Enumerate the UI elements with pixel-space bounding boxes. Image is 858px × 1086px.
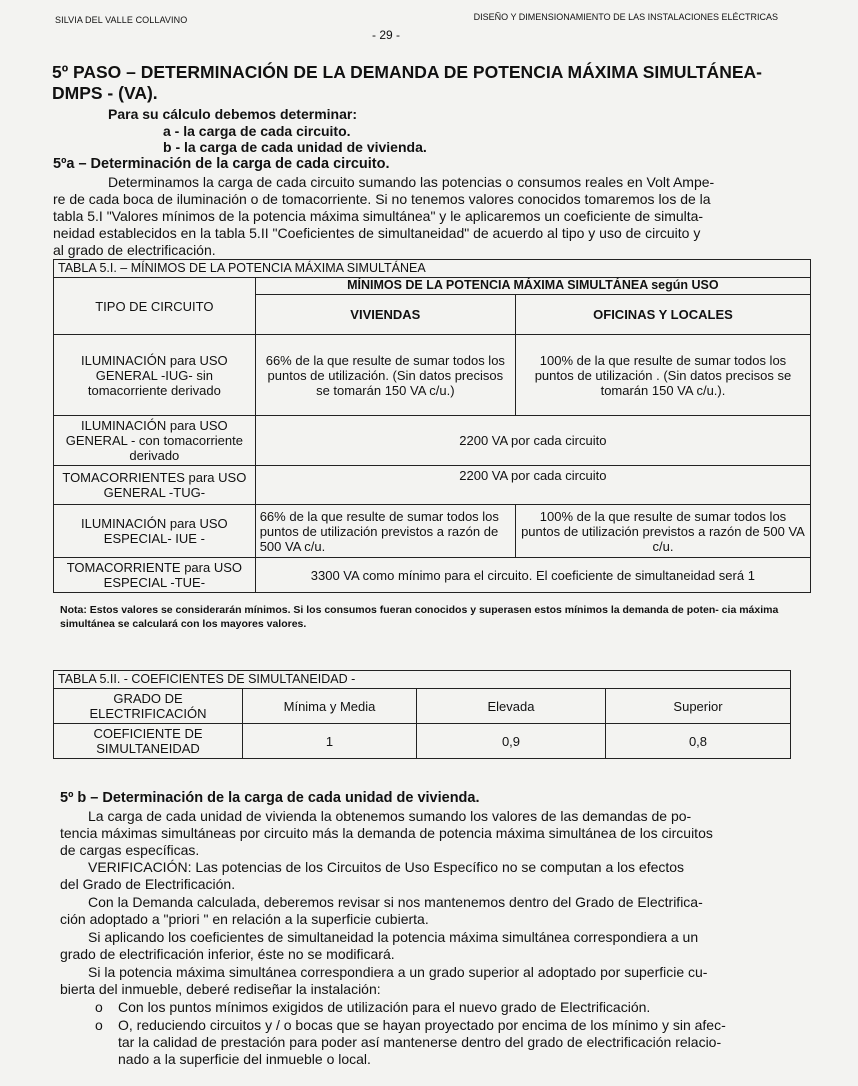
section-5-item-a: a - la carga de cada circuito.	[163, 123, 351, 139]
table-5-2-v-superior: 0,8	[606, 724, 791, 759]
section-5b-bullet1: Con los puntos mínimos exigidos de utilización para el nuevo grado de Electrificación.	[118, 999, 651, 1015]
section-5b-p2-line2: del Grado de Electrificación.	[60, 876, 236, 892]
header-title: DISEÑO Y DIMENSIONAMIENTO DE LAS INSTALACIONES ELÉCTRICAS	[473, 12, 778, 22]
table-5-1-r4-viviendas: 66% de la que resulte de sumar todos los puntos de utilización previstos a razón de 500 VA c/u.	[255, 505, 515, 558]
table-5-2-v-elevada: 0,9	[417, 724, 606, 759]
section-5-item-b: b - la carga de cada unidad de vivienda.	[163, 139, 427, 155]
section-5b-bullet2-line2: tar la calidad de prestación para poder así mantenerse dentro del grado de electrificación relacio-	[118, 1034, 722, 1050]
section-5b-p5-line1: Si la potencia máxima simultánea correspondiera a un grado superior al adoptado por superficie cu-	[88, 964, 708, 980]
section-5b-p3-line2: ción adoptado a "priori " en relación a la superficie cubierta.	[60, 911, 429, 927]
table-5-1-col-oficinas: OFICINAS Y LOCALES	[515, 294, 810, 334]
section-5b-bullet2-line1: O, reduciendo circuitos y / o bocas que se hayan proyectado por encima de los mínimo y sin afec-	[118, 1017, 726, 1033]
section-5a-line4: neidad establecidos en la tabla 5.II "Coeficientes de simultaneidad" de acuerdo al tipo y uso de circuito y	[53, 225, 701, 241]
table-5-1-r4-type: ILUMINACIÓN para USO ESPECIAL- IUE -	[54, 505, 256, 558]
section-5b-p1-line3: de cargas específicas.	[60, 842, 200, 858]
bullet-marker: o	[95, 999, 103, 1015]
table-5-2-row-label: COEFICIENTE DE SIMULTANEIDAD	[54, 724, 243, 759]
bullet-marker: o	[95, 1017, 103, 1033]
table-5-2-h-elevada: Elevada	[417, 689, 606, 724]
section-5-title-line2: DMPS - (VA).	[52, 83, 158, 103]
table-5-1-r5-value: 3300 VA como mínimo para el circuito. El coeficiente de simultaneidad será 1	[255, 558, 810, 593]
section-5b-p5-line2: bierta del inmueble, deberé rediseñar la instalación:	[60, 981, 381, 997]
section-5a-line1: Determinamos la carga de cada circuito sumando las potencias o consumos reales en Volt Ampe-	[108, 174, 715, 190]
table-5-1-group-header: MÍNIMOS DE LA POTENCIA MÁXIMA SIMULTÁNEA según USO	[255, 278, 810, 295]
table-5-1-r2-type: ILUMINACIÓN para USO GENERAL - con tomacorriente derivado	[54, 416, 256, 466]
section-5b-bullet2-line3: nado a la superficie del inmueble o local.	[118, 1051, 371, 1067]
table-5-2-h-superior: Superior	[606, 689, 791, 724]
section-5-title	[52, 62, 782, 104]
section-5b-p2-line1: VERIFICACIÓN: Las potencias de los Circuitos de Uso Específico no se computan a los efectos	[88, 859, 685, 875]
table-5-2-v-minima-media: 1	[243, 724, 417, 759]
table-5-1-r4-oficinas: 100% de la que resulte de sumar todos los puntos de utilización previstos a razón de 500 VA c/u.	[515, 505, 810, 558]
table-5-1-r1-oficinas: 100% de la que resulte de sumar todos los puntos de utilización . (Sin datos precisos se tomarán 150 VA c/u.).	[515, 335, 810, 416]
section-5b-p3-line1: Con la Demanda calculada, deberemos revisar si nos mantenemos dentro del Grado de Electrifica-	[88, 894, 703, 910]
table-5-1-r1-viviendas: 66% de la que resulte de sumar todos los puntos de utilización. (Sin datos precisos se tomarán 150 VA c/u.)	[255, 335, 515, 416]
table-5-1-r3-value: 2200 VA por cada circuito	[255, 466, 810, 505]
section-5-title-line1: 5º PASO – DETERMINACIÓN DE LA DEMANDA DE POTENCIA MÁXIMA SIMULTÁNEA-	[52, 62, 762, 82]
table-5-1-r2-value: 2200 VA por cada circuito	[255, 416, 810, 466]
table-5-1-col-viviendas: VIVIENDAS	[255, 294, 515, 334]
section-5b-p4-line2: grado de electrificación inferior, éste no se modificará.	[60, 946, 395, 962]
section-5b-p1-line2: tencia máximas simultáneas por circuito más la demanda de potencia máxima simultánea de los circuitos	[60, 825, 713, 841]
section-5a-title: 5ºa – Determinación de la carga de cada circuito.	[53, 156, 390, 172]
table-5-1-caption: TABLA 5.I. – MÍNIMOS DE LA POTENCIA MÁXIMA SIMULTÁNEA	[54, 260, 811, 278]
table-5-1-r5-type: TOMACORRIENTE para USO ESPECIAL -TUE-	[54, 558, 256, 593]
section-5a-line5: al grado de electrificación.	[53, 242, 216, 258]
section-5a-line2: re de cada boca de iluminación o de tomacorriente. Si no tenemos valores conocidos tomaremos los de la	[53, 191, 711, 207]
table-note: Nota: Estos valores se considerarán mínimos. Si los consumos fueran conocidos y superasen estos mínimos la demanda de poten- cia máxima simultánea se calculará con los mayores valores.	[60, 604, 779, 630]
table-5-2	[53, 670, 791, 759]
table-5-1-r1-type: ILUMINACIÓN para USO GENERAL -IUG- sin tomacorriente derivado	[54, 335, 256, 416]
table-5-1-r3-type: TOMACORRIENTES para USO GENERAL -TUG-	[54, 466, 256, 505]
table-5-1-col-type: TIPO DE CIRCUITO	[54, 278, 256, 335]
section-5b-p4-line1: Si aplicando los coeficientes de simultaneidad la potencia máxima simultánea correspondiera a un	[88, 929, 699, 945]
section-5b-title: 5º b – Determinación de la carga de cada unidad de vivienda.	[60, 790, 480, 806]
table-5-2-caption: TABLA 5.II. - COEFICIENTES DE SIMULTANEIDAD -	[54, 671, 791, 689]
section-5b-p1-line1: La carga de cada unidad de vivienda la obtenemos sumando los valores de las demandas de po-	[88, 808, 692, 824]
table-5-2-h-minima-media: Mínima y Media	[243, 689, 417, 724]
page-number: - 29 -	[372, 28, 401, 42]
section-5-intro: Para su cálculo debemos determinar:	[108, 106, 357, 122]
table-5-1	[53, 259, 811, 593]
table-5-2-h-grade: GRADO DE ELECTRIFICACIÓN	[54, 689, 243, 724]
header-author: SILVIA DEL VALLE COLLAVINO	[55, 15, 188, 25]
section-5a-line3: tabla 5.I "Valores mínimos de la potencia máxima simultánea" y le aplicaremos un coeficiente de simulta-	[53, 208, 704, 224]
